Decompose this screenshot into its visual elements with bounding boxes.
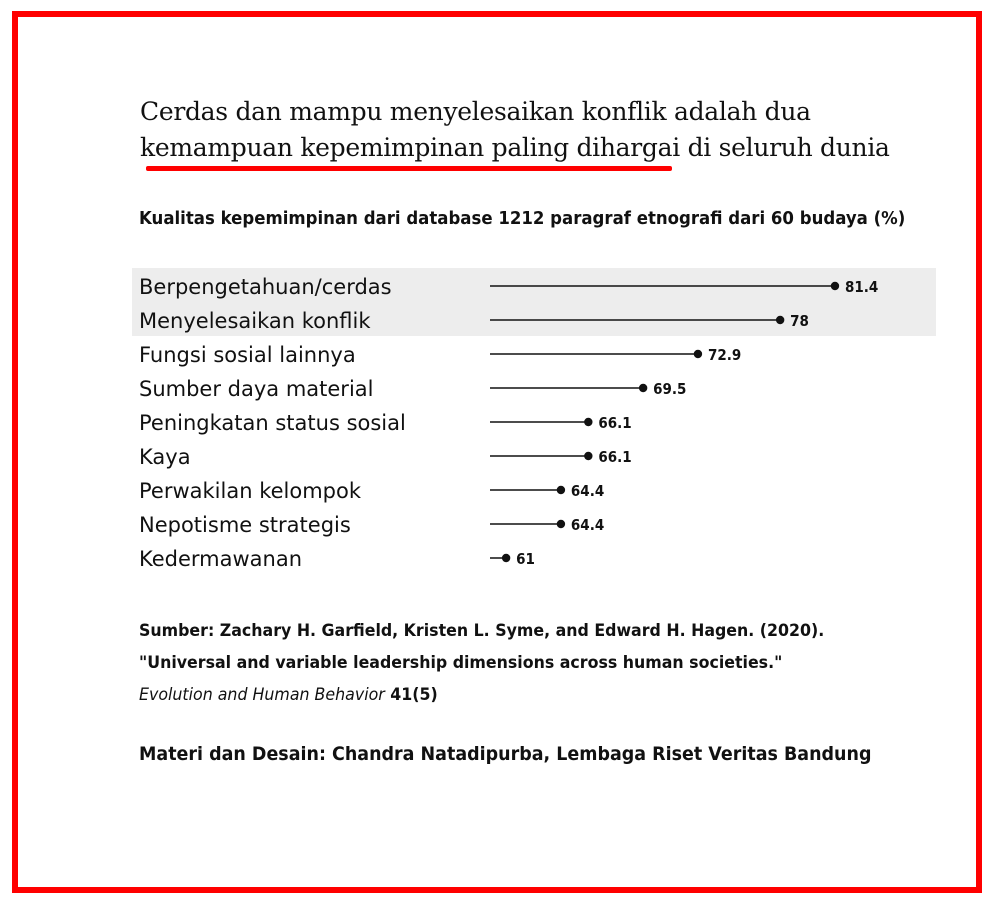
source-authors: Sumber: Zachary H. Garfield, Kristen L. Syme, and Edward H. Hagen. (2020). xyxy=(139,621,825,641)
category-label: Kaya xyxy=(139,445,191,469)
category-label: Nepotisme strategis xyxy=(139,513,351,537)
lollipop-dot xyxy=(584,418,592,426)
lollipop-dot xyxy=(639,384,647,392)
value-label: 81.4 xyxy=(844,278,879,296)
value-label: 64.4 xyxy=(570,482,605,500)
value-label: 72.9 xyxy=(707,346,742,364)
category-label: Berpengetahuan/cerdas xyxy=(139,275,392,299)
source-citation xyxy=(139,615,824,711)
source-journal-line xyxy=(139,679,824,711)
chart-title: Kualitas kepemimpinan dari database 1212 paragraf etnografi dari 60 budaya (%) xyxy=(139,208,906,229)
category-label: Menyelesaikan konflik xyxy=(139,309,371,333)
lollipop-dot xyxy=(694,350,702,358)
value-label: 69.5 xyxy=(653,380,687,398)
lollipop-dot xyxy=(584,452,592,460)
value-label: 61 xyxy=(516,550,535,568)
headline-emphasis: kemampuan kepemimpinan paling dihargai xyxy=(140,133,680,162)
credit-line: Materi dan Desain: Chandra Natadipurba, Lembaga Riset Veritas Bandung xyxy=(139,743,872,765)
headline-rest: di seluruh dunia xyxy=(679,133,890,162)
lollipop-dot xyxy=(831,282,839,290)
category-label: Fungsi sosial lainnya xyxy=(139,343,356,367)
source-volume: 41(5) xyxy=(384,685,438,705)
lollipop-dot xyxy=(557,520,565,528)
value-label: 66.1 xyxy=(598,414,632,432)
category-label: Perwakilan kelompok xyxy=(139,479,362,503)
category-label: Kedermawanan xyxy=(139,547,303,571)
lollipop-dot xyxy=(502,554,510,562)
headline-line-1: Cerdas dan mampu menyelesaikan konflik adalah dua xyxy=(140,97,811,126)
lollipop-dot xyxy=(776,316,784,324)
category-label: Peningkatan status sosial xyxy=(139,411,406,435)
value-label: 78 xyxy=(790,312,809,330)
source-journal: Evolution and Human Behavior xyxy=(139,685,385,705)
source-article-title: "Universal and variable leadership dimensions across human societies." xyxy=(139,653,783,673)
lollipop-dot xyxy=(557,486,565,494)
value-label: 66.1 xyxy=(598,448,632,466)
category-label: Sumber daya material xyxy=(139,377,374,401)
value-label: 64.4 xyxy=(570,516,605,534)
